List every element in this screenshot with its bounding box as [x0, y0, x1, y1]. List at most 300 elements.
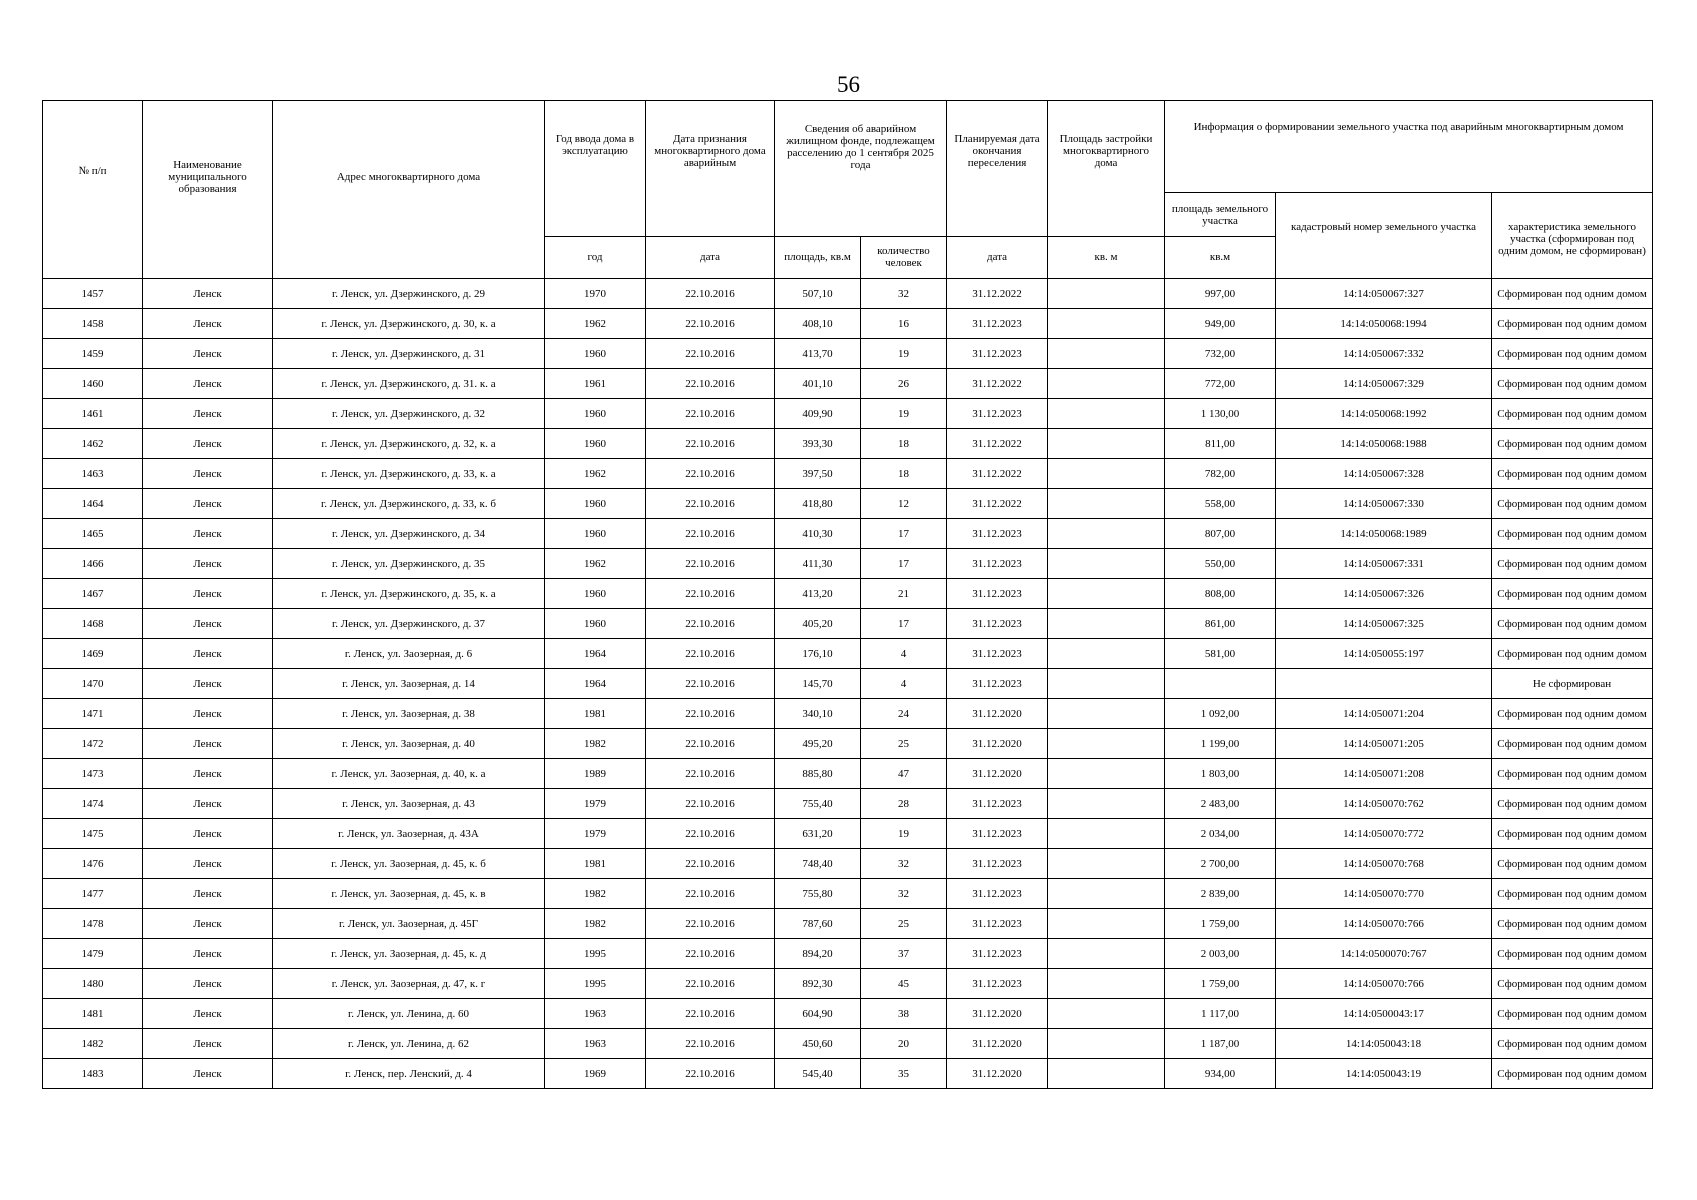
cell-address: г. Ленск, ул. Дзержинского, д. 33, к. а: [273, 459, 545, 489]
cell-num: 1460: [43, 369, 143, 399]
cell-characteristic: Сформирован под одним домом: [1492, 819, 1653, 849]
cell-building-area: [1048, 279, 1165, 309]
cell-cadastral: 14:14:050070:762: [1276, 789, 1492, 819]
cell-people: 4: [861, 669, 947, 699]
table-row: [43, 339, 1653, 369]
cell-year-built: 1964: [545, 639, 646, 669]
cell-area: 340,10: [775, 699, 861, 729]
cell-municipality: Ленск: [143, 309, 273, 339]
cell-building-area: [1048, 669, 1165, 699]
cell-area: 418,80: [775, 489, 861, 519]
cell-num: 1468: [43, 609, 143, 639]
cell-characteristic: Сформирован под одним домом: [1492, 369, 1653, 399]
cell-planned-date: 31.12.2023: [947, 669, 1048, 699]
cell-cadastral: 14:14:050071:204: [1276, 699, 1492, 729]
header-municipality: Наименование муниципального образования: [143, 101, 273, 279]
cell-planned-date: 31.12.2020: [947, 759, 1048, 789]
header-row-1: [43, 101, 1653, 193]
cell-municipality: Ленск: [143, 519, 273, 549]
cell-people: 17: [861, 519, 947, 549]
cell-municipality: Ленск: [143, 429, 273, 459]
cell-cadastral: 14:14:050067:329: [1276, 369, 1492, 399]
cell-num: 1473: [43, 759, 143, 789]
cell-people: 19: [861, 399, 947, 429]
cell-num: 1482: [43, 1029, 143, 1059]
table-row: [43, 639, 1653, 669]
cell-address: г. Ленск, ул. Заозерная, д. 45, к. в: [273, 879, 545, 909]
cell-year-built: 1960: [545, 609, 646, 639]
cell-planned-date: 31.12.2023: [947, 609, 1048, 639]
cell-year-built: 1979: [545, 819, 646, 849]
cell-date-recognized: 22.10.2016: [646, 729, 775, 759]
table-row: [43, 519, 1653, 549]
cell-planned-date: 31.12.2023: [947, 909, 1048, 939]
cell-year-built: 1981: [545, 699, 646, 729]
cell-characteristic: Сформирован под одним домом: [1492, 759, 1653, 789]
cell-address: г. Ленск, ул. Заозерная, д. 14: [273, 669, 545, 699]
cell-year-built: 1995: [545, 939, 646, 969]
cell-area: 405,20: [775, 609, 861, 639]
cell-people: 38: [861, 999, 947, 1029]
table-row: [43, 819, 1653, 849]
header-emergency-stock: Сведения об аварийном жилищном фонде, подлежащем расселению до 1 сентября 2025 года: [775, 101, 947, 237]
cell-address: г. Ленск, пер. Ленский, д. 4: [273, 1059, 545, 1089]
table-row: [43, 729, 1653, 759]
cell-characteristic: Сформирован под одним домом: [1492, 579, 1653, 609]
cell-address: г. Ленск, ул. Ленина, д. 60: [273, 999, 545, 1029]
table-row: [43, 759, 1653, 789]
cell-municipality: Ленск: [143, 669, 273, 699]
cell-cadastral: 14:14:050043:18: [1276, 1029, 1492, 1059]
cell-land-area: [1165, 669, 1276, 699]
cell-land-area: 2 839,00: [1165, 879, 1276, 909]
cell-num: 1466: [43, 549, 143, 579]
cell-land-area: 934,00: [1165, 1059, 1276, 1089]
cell-date-recognized: 22.10.2016: [646, 579, 775, 609]
cell-area: 408,10: [775, 309, 861, 339]
cell-area: 176,10: [775, 639, 861, 669]
cell-municipality: Ленск: [143, 909, 273, 939]
cell-municipality: Ленск: [143, 609, 273, 639]
cell-year-built: 1961: [545, 369, 646, 399]
cell-cadastral: 14:14:050071:208: [1276, 759, 1492, 789]
cell-planned-date: 31.12.2023: [947, 339, 1048, 369]
cell-municipality: Ленск: [143, 459, 273, 489]
cell-year-built: 1981: [545, 849, 646, 879]
cell-planned-date: 31.12.2020: [947, 999, 1048, 1029]
cell-num: 1475: [43, 819, 143, 849]
cell-cadastral: 14:14:050067:326: [1276, 579, 1492, 609]
cell-cadastral: 14:14:050055:197: [1276, 639, 1492, 669]
cell-building-area: [1048, 459, 1165, 489]
table-row: [43, 669, 1653, 699]
cell-characteristic: Сформирован под одним домом: [1492, 849, 1653, 879]
cell-address: г. Ленск, ул. Дзержинского, д. 32, к. а: [273, 429, 545, 459]
cell-people: 4: [861, 639, 947, 669]
cell-year-built: 1960: [545, 519, 646, 549]
table-row: [43, 369, 1653, 399]
table-row: [43, 399, 1653, 429]
header-cadastral: кадастровый номер земельного участка: [1276, 193, 1492, 279]
cell-people: 25: [861, 729, 947, 759]
cell-land-area: 772,00: [1165, 369, 1276, 399]
cell-num: 1477: [43, 879, 143, 909]
cell-land-area: 811,00: [1165, 429, 1276, 459]
header-year-built: Год ввода дома в эксплуатацию: [545, 101, 646, 237]
cell-area: 411,30: [775, 549, 861, 579]
cell-planned-date: 31.12.2020: [947, 729, 1048, 759]
cell-cadastral: 14:14:050067:332: [1276, 339, 1492, 369]
cell-planned-date: 31.12.2022: [947, 279, 1048, 309]
cell-people: 20: [861, 1029, 947, 1059]
cell-municipality: Ленск: [143, 969, 273, 999]
cell-address: г. Ленск, ул. Дзержинского, д. 32: [273, 399, 545, 429]
table-row: [43, 459, 1653, 489]
cell-building-area: [1048, 339, 1165, 369]
cell-address: г. Ленск, ул. Дзержинского, д. 33, к. б: [273, 489, 545, 519]
cell-building-area: [1048, 639, 1165, 669]
cell-year-built: 1960: [545, 429, 646, 459]
table-row: [43, 939, 1653, 969]
table-row: [43, 999, 1653, 1029]
header-unit-build-area: кв. м: [1048, 237, 1165, 279]
cell-municipality: Ленск: [143, 759, 273, 789]
cell-cadastral: 14:14:050068:1988: [1276, 429, 1492, 459]
cell-municipality: Ленск: [143, 729, 273, 759]
cell-building-area: [1048, 789, 1165, 819]
cell-planned-date: 31.12.2020: [947, 1029, 1048, 1059]
table-row: [43, 1059, 1653, 1089]
cell-building-area: [1048, 909, 1165, 939]
cell-municipality: Ленск: [143, 339, 273, 369]
cell-planned-date: 31.12.2023: [947, 819, 1048, 849]
cell-people: 47: [861, 759, 947, 789]
cell-area: 450,60: [775, 1029, 861, 1059]
cell-people: 28: [861, 789, 947, 819]
cell-land-area: 2 034,00: [1165, 819, 1276, 849]
cell-year-built: 1964: [545, 669, 646, 699]
table-row: [43, 1029, 1653, 1059]
cell-characteristic: Сформирован под одним домом: [1492, 339, 1653, 369]
cell-date-recognized: 22.10.2016: [646, 549, 775, 579]
cell-land-area: 1 117,00: [1165, 999, 1276, 1029]
cell-address: г. Ленск, ул. Заозерная, д. 45, к. б: [273, 849, 545, 879]
cell-area: 894,20: [775, 939, 861, 969]
cell-people: 24: [861, 699, 947, 729]
cell-cadastral: 14:14:050070:766: [1276, 909, 1492, 939]
cell-planned-date: 31.12.2023: [947, 549, 1048, 579]
cell-date-recognized: 22.10.2016: [646, 939, 775, 969]
cell-municipality: Ленск: [143, 849, 273, 879]
cell-cadastral: 14:14:050070:770: [1276, 879, 1492, 909]
cell-address: г. Ленск, ул. Заозерная, д. 40, к. а: [273, 759, 545, 789]
cell-land-area: 2 483,00: [1165, 789, 1276, 819]
cell-address: г. Ленск, ул. Заозерная, д. 43А: [273, 819, 545, 849]
cell-cadastral: 14:14:050067:325: [1276, 609, 1492, 639]
cell-people: 17: [861, 549, 947, 579]
cell-characteristic: Сформирован под одним домом: [1492, 519, 1653, 549]
cell-planned-date: 31.12.2023: [947, 399, 1048, 429]
cell-land-area: 1 130,00: [1165, 399, 1276, 429]
cell-num: 1463: [43, 459, 143, 489]
page-number: 56: [837, 72, 860, 97]
cell-municipality: Ленск: [143, 399, 273, 429]
cell-date-recognized: 22.10.2016: [646, 609, 775, 639]
cell-cadastral: 14:14:050067:330: [1276, 489, 1492, 519]
cell-num: 1458: [43, 309, 143, 339]
cell-area: 413,20: [775, 579, 861, 609]
cell-year-built: 1962: [545, 309, 646, 339]
cell-planned-date: 31.12.2023: [947, 789, 1048, 819]
header-land-info: Информация о формировании земельного участка под аварийным многоквартирным домом: [1165, 101, 1653, 193]
cell-cadastral: 14:14:050070:768: [1276, 849, 1492, 879]
cell-planned-date: 31.12.2022: [947, 459, 1048, 489]
header-unit-year: год: [545, 237, 646, 279]
cell-characteristic: Сформирован под одним домом: [1492, 279, 1653, 309]
cell-people: 32: [861, 849, 947, 879]
cell-address: г. Ленск, ул. Дзержинского, д. 30, к. а: [273, 309, 545, 339]
cell-building-area: [1048, 609, 1165, 639]
cell-people: 32: [861, 879, 947, 909]
cell-address: г. Ленск, ул. Ленина, д. 62: [273, 1029, 545, 1059]
cell-year-built: 1995: [545, 969, 646, 999]
cell-year-built: 1960: [545, 399, 646, 429]
cell-planned-date: 31.12.2023: [947, 939, 1048, 969]
cell-municipality: Ленск: [143, 549, 273, 579]
cell-people: 18: [861, 459, 947, 489]
cell-planned-date: 31.12.2023: [947, 639, 1048, 669]
table-row: [43, 579, 1653, 609]
cell-people: 26: [861, 369, 947, 399]
cell-characteristic: Сформирован под одним домом: [1492, 969, 1653, 999]
cell-date-recognized: 22.10.2016: [646, 969, 775, 999]
cell-municipality: Ленск: [143, 939, 273, 969]
header-unit-people: количество человек: [861, 237, 947, 279]
cell-year-built: 1963: [545, 999, 646, 1029]
cell-year-built: 1982: [545, 729, 646, 759]
cell-year-built: 1989: [545, 759, 646, 789]
cell-cadastral: 14:14:050068:1994: [1276, 309, 1492, 339]
cell-planned-date: 31.12.2023: [947, 849, 1048, 879]
cell-area: 397,50: [775, 459, 861, 489]
cell-building-area: [1048, 579, 1165, 609]
cell-land-area: 581,00: [1165, 639, 1276, 669]
cell-characteristic: Сформирован под одним домом: [1492, 1059, 1653, 1089]
cell-planned-date: 31.12.2023: [947, 879, 1048, 909]
cell-num: 1469: [43, 639, 143, 669]
cell-building-area: [1048, 369, 1165, 399]
cell-date-recognized: 22.10.2016: [646, 429, 775, 459]
cell-planned-date: 31.12.2023: [947, 309, 1048, 339]
cell-municipality: Ленск: [143, 489, 273, 519]
cell-building-area: [1048, 309, 1165, 339]
cell-area: 409,90: [775, 399, 861, 429]
cell-address: г. Ленск, ул. Заозерная, д. 45Г: [273, 909, 545, 939]
cell-land-area: 997,00: [1165, 279, 1276, 309]
cell-num: 1459: [43, 339, 143, 369]
cell-date-recognized: 22.10.2016: [646, 519, 775, 549]
cell-characteristic: Сформирован под одним домом: [1492, 789, 1653, 819]
cell-address: г. Ленск, ул. Дзержинского, д. 35: [273, 549, 545, 579]
cell-land-area: 861,00: [1165, 609, 1276, 639]
cell-municipality: Ленск: [143, 1059, 273, 1089]
cell-people: 25: [861, 909, 947, 939]
cell-area: 401,10: [775, 369, 861, 399]
cell-people: 32: [861, 279, 947, 309]
table-row: [43, 969, 1653, 999]
cell-characteristic: Сформирован под одним домом: [1492, 489, 1653, 519]
cell-building-area: [1048, 549, 1165, 579]
table-row: [43, 609, 1653, 639]
table-row: [43, 489, 1653, 519]
cell-land-area: 1 187,00: [1165, 1029, 1276, 1059]
cell-municipality: Ленск: [143, 699, 273, 729]
cell-year-built: 1982: [545, 909, 646, 939]
cell-cadastral: 14:14:050068:1989: [1276, 519, 1492, 549]
cell-num: 1483: [43, 1059, 143, 1089]
table-row: [43, 879, 1653, 909]
cell-building-area: [1048, 819, 1165, 849]
cell-people: 18: [861, 429, 947, 459]
header-num: № п/п: [43, 101, 143, 279]
cell-land-area: 732,00: [1165, 339, 1276, 369]
cell-building-area: [1048, 999, 1165, 1029]
cell-address: г. Ленск, ул. Дзержинского, д. 31. к. а: [273, 369, 545, 399]
cell-area: 631,20: [775, 819, 861, 849]
cell-date-recognized: 22.10.2016: [646, 309, 775, 339]
cell-land-area: 1 199,00: [1165, 729, 1276, 759]
cell-land-area: 808,00: [1165, 579, 1276, 609]
cell-area: 393,30: [775, 429, 861, 459]
cell-characteristic: Сформирован под одним домом: [1492, 639, 1653, 669]
cell-municipality: Ленск: [143, 999, 273, 1029]
cell-cadastral: [1276, 669, 1492, 699]
cell-cadastral: 14:14:0500070:767: [1276, 939, 1492, 969]
cell-num: 1470: [43, 669, 143, 699]
cell-year-built: 1979: [545, 789, 646, 819]
cell-planned-date: 31.12.2022: [947, 489, 1048, 519]
cell-municipality: Ленск: [143, 639, 273, 669]
cell-year-built: 1969: [545, 1059, 646, 1089]
cell-year-built: 1962: [545, 459, 646, 489]
cell-planned-date: 31.12.2020: [947, 699, 1048, 729]
cell-address: г. Ленск, ул. Заозерная, д. 38: [273, 699, 545, 729]
cell-date-recognized: 22.10.2016: [646, 1059, 775, 1089]
header-land-area: площадь земельного участка: [1165, 193, 1276, 237]
cell-land-area: 1 759,00: [1165, 909, 1276, 939]
cell-area: 755,40: [775, 789, 861, 819]
cell-building-area: [1048, 399, 1165, 429]
cell-date-recognized: 22.10.2016: [646, 849, 775, 879]
cell-land-area: 807,00: [1165, 519, 1276, 549]
cell-building-area: [1048, 939, 1165, 969]
cell-building-area: [1048, 429, 1165, 459]
cell-planned-date: 31.12.2022: [947, 369, 1048, 399]
header-planned-date: Планируемая дата окончания переселения: [947, 101, 1048, 237]
cell-area: 787,60: [775, 909, 861, 939]
cell-num: 1479: [43, 939, 143, 969]
cell-people: 45: [861, 969, 947, 999]
cell-address: г. Ленск, ул. Заозерная, д. 45, к. д: [273, 939, 545, 969]
cell-date-recognized: 22.10.2016: [646, 369, 775, 399]
cell-land-area: 1 803,00: [1165, 759, 1276, 789]
cell-people: 19: [861, 819, 947, 849]
cell-num: 1461: [43, 399, 143, 429]
cell-people: 37: [861, 939, 947, 969]
header-unit-plan-date: дата: [947, 237, 1048, 279]
cell-characteristic: Сформирован под одним домом: [1492, 909, 1653, 939]
cell-building-area: [1048, 729, 1165, 759]
cell-land-area: 2 700,00: [1165, 849, 1276, 879]
cell-date-recognized: 22.10.2016: [646, 639, 775, 669]
cell-land-area: 1 092,00: [1165, 699, 1276, 729]
cell-cadastral: 14:14:050071:205: [1276, 729, 1492, 759]
cell-municipality: Ленск: [143, 279, 273, 309]
emergency-housing-table: [42, 100, 1653, 1089]
cell-characteristic: Сформирован под одним домом: [1492, 939, 1653, 969]
cell-cadastral: 14:14:050067:331: [1276, 549, 1492, 579]
cell-building-area: [1048, 879, 1165, 909]
cell-num: 1457: [43, 279, 143, 309]
cell-municipality: Ленск: [143, 789, 273, 819]
table-row: [43, 429, 1653, 459]
cell-num: 1465: [43, 519, 143, 549]
table-row: [43, 699, 1653, 729]
cell-municipality: Ленск: [143, 819, 273, 849]
header-date-recognized: Дата признания многоквартирного дома аварийным: [646, 101, 775, 237]
cell-land-area: 550,00: [1165, 549, 1276, 579]
cell-characteristic: Сформирован под одним домом: [1492, 729, 1653, 759]
cell-area: 145,70: [775, 669, 861, 699]
cell-people: 19: [861, 339, 947, 369]
cell-address: г. Ленск, ул. Дзержинского, д. 31: [273, 339, 545, 369]
table-row: [43, 789, 1653, 819]
cell-characteristic: Сформирован под одним домом: [1492, 999, 1653, 1029]
cell-address: г. Ленск, ул. Дзержинского, д. 35, к. а: [273, 579, 545, 609]
cell-area: 885,80: [775, 759, 861, 789]
table-row: [43, 549, 1653, 579]
table-row: [43, 309, 1653, 339]
cell-date-recognized: 22.10.2016: [646, 909, 775, 939]
cell-cadastral: 14:14:050070:772: [1276, 819, 1492, 849]
header-address: Адрес многоквартирного дома: [273, 101, 545, 279]
cell-land-area: 2 003,00: [1165, 939, 1276, 969]
cell-building-area: [1048, 759, 1165, 789]
cell-date-recognized: 22.10.2016: [646, 279, 775, 309]
table-row: [43, 279, 1653, 309]
cell-date-recognized: 22.10.2016: [646, 399, 775, 429]
cell-people: 17: [861, 609, 947, 639]
cell-cadastral: 14:14:050067:327: [1276, 279, 1492, 309]
cell-building-area: [1048, 969, 1165, 999]
cell-year-built: 1970: [545, 279, 646, 309]
cell-date-recognized: 22.10.2016: [646, 489, 775, 519]
header-characteristic: характеристика земельного участка (сформирован под одним домом, не сформирован): [1492, 193, 1653, 279]
cell-date-recognized: 22.10.2016: [646, 759, 775, 789]
cell-year-built: 1962: [545, 549, 646, 579]
cell-characteristic: Сформирован под одним домом: [1492, 459, 1653, 489]
cell-date-recognized: 22.10.2016: [646, 879, 775, 909]
cell-characteristic: Сформирован под одним домом: [1492, 309, 1653, 339]
cell-municipality: Ленск: [143, 1029, 273, 1059]
cell-people: 35: [861, 1059, 947, 1089]
cell-address: г. Ленск, ул. Заозерная, д. 6: [273, 639, 545, 669]
cell-address: г. Ленск, ул. Дзержинского, д. 29: [273, 279, 545, 309]
header-unit-land-area: кв.м: [1165, 237, 1276, 279]
table-row: [43, 849, 1653, 879]
cell-land-area: 782,00: [1165, 459, 1276, 489]
cell-characteristic: Сформирован под одним домом: [1492, 699, 1653, 729]
